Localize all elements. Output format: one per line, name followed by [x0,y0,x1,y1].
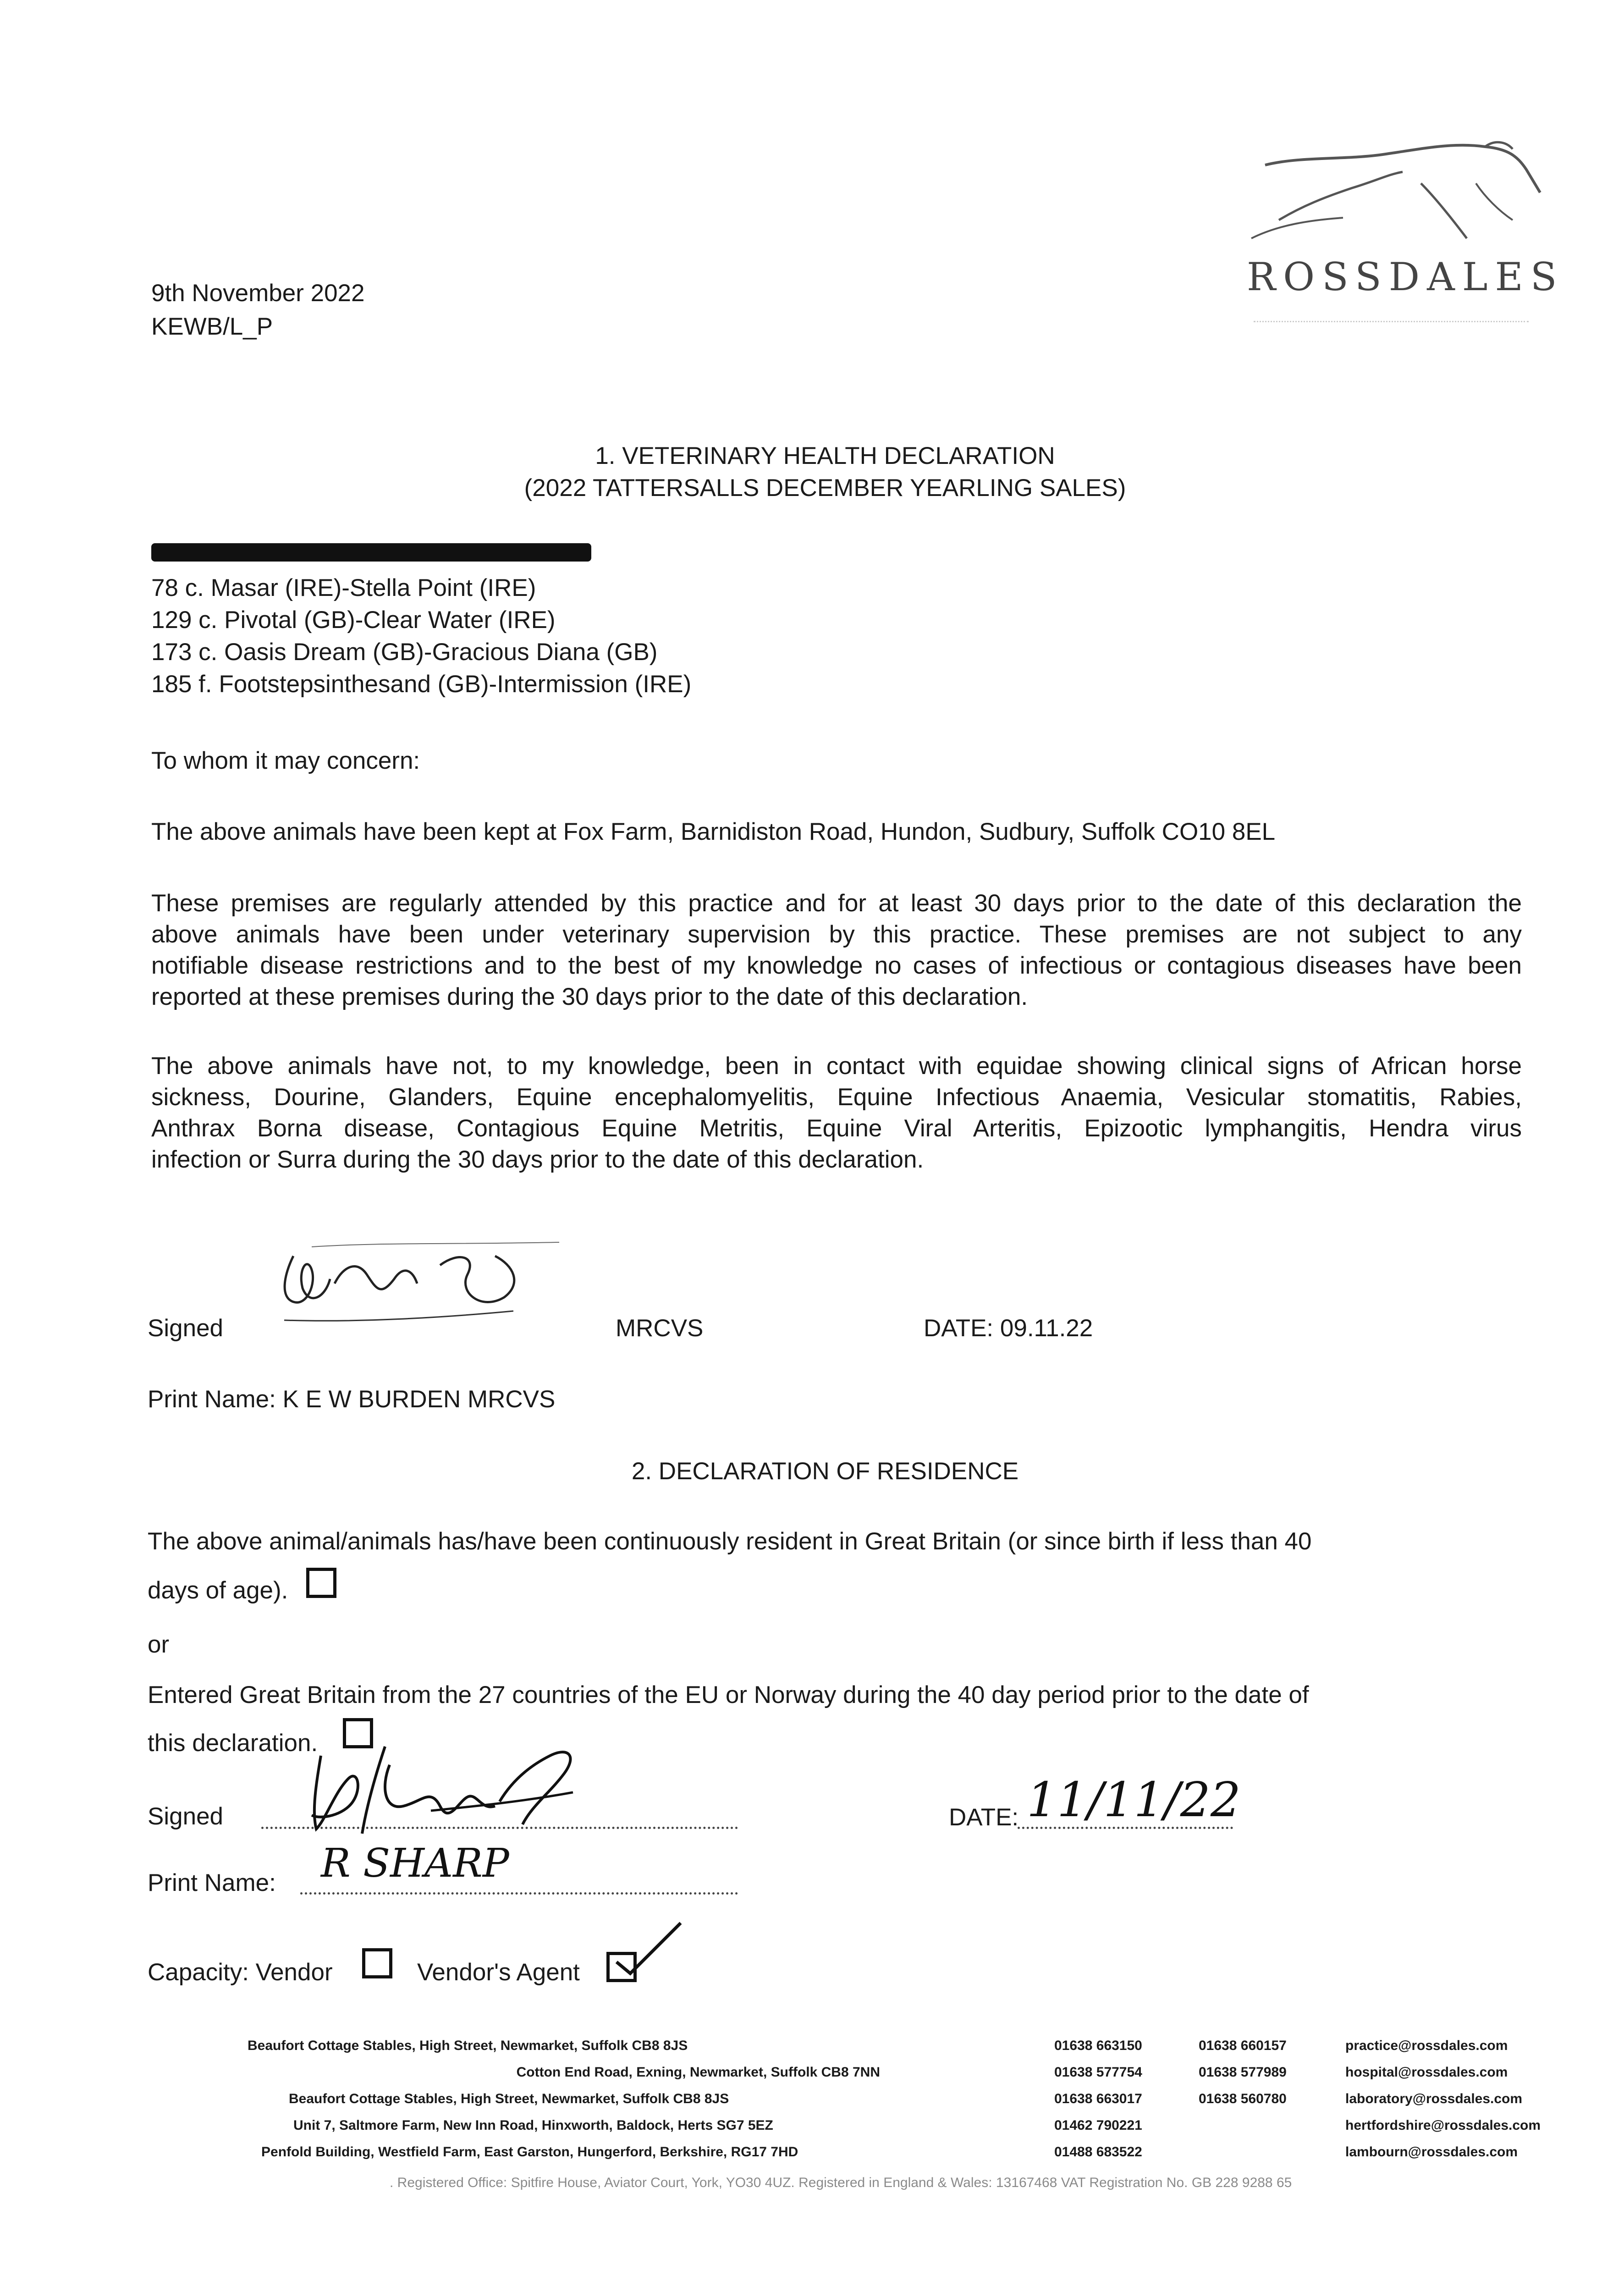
residence-option2-line2: this declaration. [148,1730,318,1757]
vet-print-name: Print Name: K E W BURDEN MRCVS [148,1386,556,1413]
animal-list [151,573,691,701]
section1-title-line1: 1. VETERINARY HEALTH DECLARATION [595,442,1055,469]
footer-address: Beaufort Cottage Stables, High Street, Newmarket, Suffolk CB8 8JS [289,2091,729,2106]
or-label: or [148,1631,170,1658]
footer-faxes [1199,2038,1287,2117]
residence-option1-line2: days of age). [148,1577,288,1604]
vendors-agent-checkmark [603,1916,685,1985]
resident-checkbox[interactable] [306,1568,336,1598]
footer-phones [1054,2038,1142,2171]
animal-item: 185 f. Footstepsinthesand (GB)-Intermission (IRE) [151,671,692,698]
footer-emails [1345,2038,1541,2171]
premises-paragraph [151,888,1522,1013]
contact-line: Anthrax Borna disease, Contagious Equine Metritis, Equine Viral Arteritis, Epizootic lymphangitis, Hendra virus [151,1115,1522,1142]
premises-line: These premises are regularly attended by this practice and for at least 30 days prior to the date of this declaration the [151,890,1522,917]
vendor-signature [293,1737,614,1843]
salutation: To whom it may concern: [151,747,420,774]
footer-email[interactable]: practice@rossdales.com [1345,2038,1508,2053]
premises-line: reported at these premises during the 30 days prior to the date of this declaration. [151,983,1028,1010]
animal-item: 129 c. Pivotal (GB)-Clear Water (IRE) [151,606,556,634]
redaction-bar [151,543,591,562]
contact-paragraph [151,1051,1522,1175]
footer-email[interactable]: hertfordshire@rossdales.com [1345,2118,1541,2133]
rossdales-horse-logo [1238,128,1549,261]
section1-title-line2: (2022 TATTERSALLS DECEMBER YEARLING SALES) [524,474,1126,501]
footer-email[interactable]: hospital@rossdales.com [1345,2065,1508,2080]
footer-phone: 01488 683522 [1054,2144,1142,2160]
letter-date: 9th November 2022 [151,280,365,307]
footer-registered-office: . Registered Office: Spitfire House, Aviator Court, York, YO30 4UZ. Registered in England & Wales: 13167468 VAT Registration No. GB 228 9288 65 [390,2175,1292,2190]
footer-address: Unit 7, Saltmore Farm, New Inn Road, Hinxworth, Baldock, Herts SG7 5EZ [293,2118,773,2133]
footer-email[interactable]: laboratory@rossdales.com [1345,2091,1523,2106]
logo-tagline-faded [1254,321,1529,330]
residence-option2-line1: Entered Great Britain from the 27 countries of the EU or Norway during the 40 day period prior to the date of [148,1681,1309,1708]
residence-signed-label: Signed [148,1803,224,1830]
residence-print-name-line[interactable] [300,1892,738,1895]
premises-line: above animals have been under veterinary supervision by this practice. These premises are not subject to any [151,921,1522,948]
animal-item: 78 c. Masar (IRE)-Stella Point (IRE) [151,574,536,601]
residence-print-name-handwritten: R SHARP [321,1840,509,1886]
residence-date-label: DATE: [949,1804,1019,1831]
premises-line: notifiable disease restrictions and to the best of my knowledge no cases of infectious or contagious diseases have been [151,952,1522,979]
footer-phone: 01638 577754 [1054,2065,1142,2080]
footer-phone: 01638 663017 [1054,2091,1142,2106]
location-paragraph: The above animals have been kept at Fox Farm, Barnidiston Road, Hundon, Sudbury, Suffolk CO10 8EL [151,818,1276,845]
footer-email[interactable]: lambourn@rossdales.com [1345,2144,1518,2160]
residence-date-handwritten: 11/11/22 [1027,1772,1241,1828]
footer-phone: 01638 663150 [1054,2038,1142,2053]
vendors-agent-label: Vendor's Agent [417,1959,580,1986]
logo-wordmark: ROSSDALES [1247,254,1564,299]
section2-title: 2. DECLARATION OF RESIDENCE [631,1458,1019,1485]
vet-signature [266,1229,568,1339]
contact-line: infection or Surra during the 30 days prior to the date of this declaration. [151,1146,924,1173]
footer-addresses [248,2038,880,2171]
contact-line: The above animals have not, to my knowledge, been in contact with equidae showing clinical signs of African horse [151,1052,1522,1080]
footer-fax: 01638 660157 [1199,2038,1287,2053]
capacity-vendor-label: Capacity: Vendor [148,1959,333,1986]
mrcvs-label: MRCVS [616,1315,704,1342]
letter-reference: KEWB/L_P [151,313,273,340]
residence-option1-line1: The above animal/animals has/have been continuously resident in Great Britain (or since birth if less than 40 [148,1528,1312,1555]
footer-address: Cotton End Road, Exning, Newmarket, Suffolk CB8 7NN [516,2065,880,2080]
vet-date: DATE: 09.11.22 [924,1315,1093,1342]
footer-fax: 01638 560780 [1199,2091,1287,2106]
animal-item: 173 c. Oasis Dream (GB)-Gracious Diana (GB) [151,639,658,666]
footer-fax: 01638 577989 [1199,2065,1287,2080]
footer-address: Beaufort Cottage Stables, High Street, Newmarket, Suffolk CB8 8JS [248,2038,688,2053]
vet-signed-label: Signed [148,1315,224,1342]
footer-address: Penfold Building, Westfield Farm, East Garston, Hungerford, Berkshire, RG17 7HD [261,2144,798,2160]
contact-line: sickness, Dourine, Glanders, Equine encephalomyelitis, Equine Infectious Anaemia, Vesicular stomatitis, Rabies, [151,1084,1522,1111]
footer-phone: 01462 790221 [1054,2118,1142,2133]
residence-print-name-label: Print Name: [148,1869,276,1896]
vendor-checkbox[interactable] [362,1948,392,1978]
